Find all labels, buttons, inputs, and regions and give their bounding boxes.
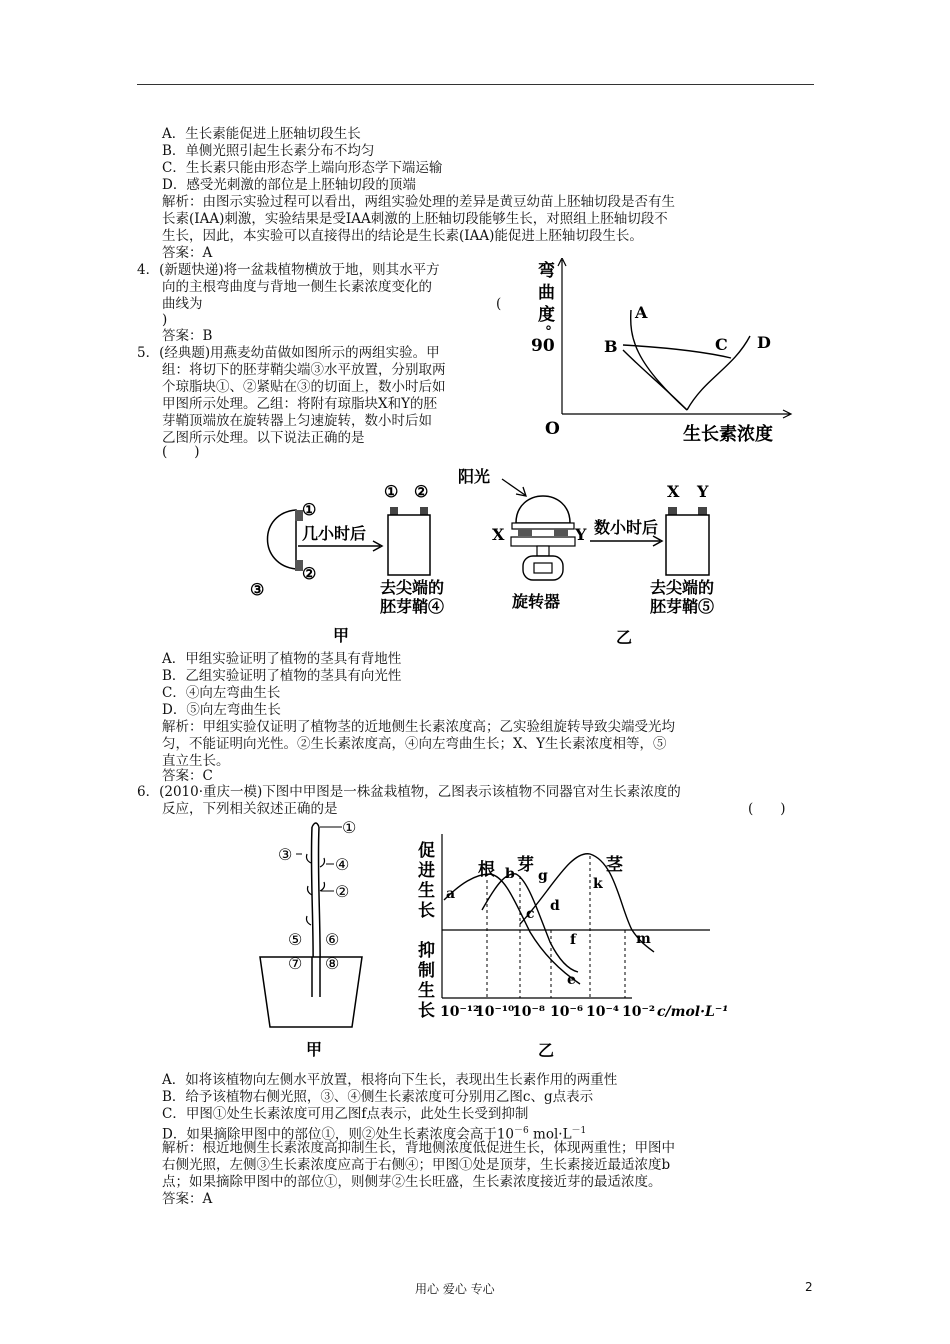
q6-plant-label: ④ [335, 855, 350, 874]
q6-option-c: C．甲图①处生长素浓度可用乙图f点表示，此处生长受到抑制 [162, 1106, 529, 1122]
q5-paren: ( ) [162, 444, 200, 460]
q4-curve-b [623, 350, 687, 410]
q6-y-top-char: 长 [418, 901, 435, 921]
q6-option-a: A．如将该植物向左侧水平放置，根将向下生长，表现出生长素作用的两重性 [162, 1072, 618, 1088]
q6-x-unit: c/mol·L⁻¹ [657, 1004, 729, 1020]
q5-coleoptile-tip [268, 510, 297, 569]
q6-analysis-line: 解析：根近地侧生长素浓度高抑制生长，背地侧浓度低促进生长，体现两重性；甲图中 [162, 1140, 675, 1156]
q6-plant-label: ① [342, 818, 357, 837]
q3-option-c: C．生长素只能由形态学上端向形态学下端运输 [162, 160, 443, 176]
q5-label: ① [384, 482, 399, 501]
q5-agar-y [554, 529, 568, 536]
q5-arrow-text: 几小时后 [302, 524, 367, 543]
q6-plant-figure [250, 815, 380, 1060]
q5-stem-line: 个琼脂块①、②紧贴在③的切面上，数小时后如 [162, 379, 446, 395]
q6-root-curve [444, 874, 580, 984]
q6-caption-jia: 甲 [306, 1040, 323, 1059]
q5-stem-line: 甲图所示处理。乙组：将附有琼脂块X和Y的胚 [162, 396, 438, 412]
q6-lateral-bud [307, 916, 312, 925]
q3-option-a: A．生长素能促进上胚轴切段生长 [162, 126, 361, 142]
q6-analysis-line: 右侧光照，左侧③生长素浓度应高于右侧④；甲图①处是顶芽，生长素接近最适浓度b [162, 1157, 671, 1173]
q4-curve-label: D [757, 333, 771, 352]
q6-y-bottom-char: 制 [418, 961, 435, 981]
q5-option-d: D．⑤向左弯曲生长 [162, 702, 281, 718]
q4-y-label-char: ° [545, 324, 552, 340]
q5-label: ② [302, 564, 317, 583]
q6-flower-pot [260, 957, 362, 1027]
q5-option-a: A．甲组实验证明了植物的茎具有背地性 [162, 651, 402, 667]
q4-stem-line: 曲线为 [162, 296, 203, 312]
q5-stem-line: 5．(经典题)用燕麦幼苗做如图所示的两组实验。甲 [137, 345, 440, 361]
q6-point-label: c [526, 906, 535, 922]
q4-curve-label: A [635, 303, 648, 322]
q5-arrow-text: 数小时后 [594, 518, 659, 537]
q4-stem-line: 4．(新题快递)将一盆栽植物横放于地，则其水平方 [137, 262, 440, 278]
q6-y-bottom-char: 长 [418, 1001, 435, 1021]
q6-point-label: g [538, 868, 548, 884]
q6-x-tick: 10⁻⁴ [586, 1004, 620, 1020]
q3-analysis-line: 生长，因此，本实验可以直接得出的结论是生长素(IAA)能促进上胚轴切段生长。 [162, 228, 643, 244]
q6-x-tick: 10⁻² [622, 1004, 656, 1020]
q6-y-top-char: 促 [418, 841, 435, 861]
q3-analysis-line: 长素(IAA)刺激，实验结果是受IAA刺激的上胚轴切段能够生长，对照组上胚轴切段不 [162, 211, 668, 227]
q6-answer: 答案：A [162, 1191, 213, 1207]
q4-answer: 答案：B [162, 328, 213, 344]
q6-terminal-bud [312, 823, 319, 827]
q5-label: ① [302, 500, 317, 519]
footer-center: 用心 爱心 专心 [415, 1282, 495, 1296]
q5-agar-on-stem [390, 507, 398, 515]
q6-plant-label: ③ [278, 845, 293, 864]
q5-sun-label: 阳光 [458, 467, 491, 486]
q5-caption-yi: 乙 [616, 628, 633, 645]
q6-plant-label: ⑧ [325, 954, 340, 973]
q6-option-d-unit: mol·L [528, 1126, 572, 1143]
q5-rotator-plate [512, 523, 574, 529]
q5-agar-on-stem [668, 507, 677, 515]
q5-analysis-line: 解析：甲组实验仅证明了植物茎的近地侧生长素浓度高；乙实验组旋转导致尖端受光均 [162, 719, 675, 735]
q3-option-d: D．感受光刺激的部位是上胚轴切段的顶端 [162, 177, 416, 193]
q5-stem-line: 乙图所示处理。以下说法正确的是 [162, 430, 365, 446]
q4-curve-label: B [604, 337, 618, 356]
q5-box-label: 胚芽鞘⑤ [650, 597, 715, 616]
q6-y-bottom-char: 抑 [418, 941, 435, 961]
q5-stem-line: 组：将切下的胚芽鞘尖端③水平放置，分别取两 [162, 362, 446, 378]
q6-stem-line: 反应，下列相关叙述正确的是 [162, 801, 338, 817]
q6-plant-label: ⑦ [288, 954, 303, 973]
q6-x-tick: 10⁻¹⁰ [475, 1004, 515, 1020]
q6-organ-label: 芽 [517, 855, 534, 875]
q5-analysis-line: 匀，不能证明向光性。②生长素浓度高，④向左弯曲生长；X、Y生长素浓度相等，⑤ [162, 736, 667, 752]
q5-rotator-shaft [537, 546, 549, 556]
q5-tip-group [268, 510, 304, 571]
q6-point-label: b [505, 866, 515, 882]
q6-y-bottom-char: 生 [418, 981, 435, 1001]
q6-option-b: B．给予该植物右侧光照，③、④侧生长素浓度可分别用乙图c、g点表示 [162, 1089, 594, 1105]
q6-auxin-response-graph [410, 832, 730, 1060]
q5-rotator-base [511, 537, 575, 546]
q6-x-tick: 10⁻¹² [440, 1004, 480, 1020]
q6-option-d-exponent: －6 [514, 1126, 529, 1136]
q4-x-label: 生长素浓度 [683, 424, 773, 445]
q6-lateral-bud [307, 854, 312, 863]
q5-option-c: C．④向左弯曲生长 [162, 685, 281, 701]
q4-stem-line: 向的主根弯曲度与背地一侧生长素浓度变化的 [162, 279, 432, 295]
q6-point-label: m [636, 931, 651, 947]
q6-point-label: f [570, 932, 577, 948]
q6-point-label: k [593, 876, 603, 892]
q6-y-top-char: 生 [418, 881, 435, 901]
q4-y-tick: 90 [531, 336, 555, 356]
footer-page-number: 2 [805, 1280, 813, 1294]
q6-point-label: a [446, 886, 456, 902]
q5-agar-on-stem [698, 507, 707, 515]
q5-caption-jia: 甲 [333, 626, 350, 645]
q6-plant-label: ⑥ [325, 930, 340, 949]
q6-option-d-text: D．如果摘除甲图中的部位①，则②处生长素浓度会高于10 [162, 1126, 515, 1143]
q5-box-label: 胚芽鞘④ [380, 597, 445, 616]
q5-analysis-line: 直立生长。 [162, 753, 230, 769]
q5-label: X [667, 482, 680, 501]
q6-organ-label: 茎 [606, 855, 623, 875]
q4-bending-curve-figure [525, 258, 800, 448]
q6-analysis-line: 点；如果摘除甲图中的部位①，则侧芽②生长旺盛，生长素浓度接近芽的最适浓度。 [162, 1174, 662, 1190]
q4-paren-close: ) [162, 312, 168, 328]
q5-label: Y [697, 482, 709, 501]
q5-agar-on-stem [420, 507, 428, 515]
q6-plant-label: ⑤ [288, 930, 303, 949]
q6-stem-line: 6．(2010·重庆一模)下图中甲图是一株盆栽植物，乙图表示该植物不同器官对生长素浓度的 [137, 784, 681, 800]
header-rule [137, 84, 814, 85]
q6-bud-curve [482, 874, 578, 972]
q3-analysis-line: 解析：由图示实验过程可以看出，两组实验处理的差异是黄豆幼苗上胚轴切段是否有生 [162, 194, 675, 210]
q4-y-label-char: 弯 [538, 261, 555, 281]
q5-answer: 答案：C [162, 768, 213, 784]
q5-experiment-figure [240, 465, 740, 645]
q6-lateral-bud [320, 882, 325, 891]
q6-x-tick: 10⁻⁶ [550, 1004, 584, 1020]
q4-y-label-char: 曲 [538, 283, 555, 303]
q5-box-label: 去尖端的 [380, 578, 445, 597]
q5-option-b: B．乙组实验证明了植物的茎具有向光性 [162, 668, 402, 684]
q5-label-y: Y [575, 525, 587, 544]
q3-answer: 答案：A [162, 245, 213, 261]
q6-y-top-char: 进 [418, 861, 435, 881]
q6-point-label: e [567, 972, 576, 988]
q5-decapitated-coleoptile-4 [388, 515, 430, 575]
q5-label-x: X [492, 525, 505, 544]
q5-rotator-core [534, 563, 552, 573]
q6-caption-yi: 乙 [538, 1041, 555, 1060]
q6-option-d-unit-exponent: －1 [571, 1126, 587, 1136]
q4-y-label-char: 度 [538, 305, 555, 325]
q5-rotating-tip [516, 496, 570, 523]
q6-point-label: d [550, 898, 560, 914]
q6-x-tick: 10⁻⁸ [512, 1004, 546, 1020]
q5-rotator-label: 旋转器 [512, 592, 561, 611]
q5-sun-arrow [502, 479, 525, 495]
q5-box-label: 去尖端的 [650, 578, 715, 597]
q6-lateral-bud [320, 858, 325, 867]
q5-stem-line: 芽鞘顶端放在旋转器上匀速旋转，数小时后如 [162, 413, 432, 429]
q4-paren-open: ( [496, 296, 502, 312]
q5-label: ③ [250, 580, 265, 599]
q6-organ-label: 根 [478, 860, 495, 880]
q6-plant-label: ② [335, 882, 350, 901]
q5-agar-x [518, 529, 532, 536]
q5-label: ② [414, 482, 429, 501]
q3-option-b: B．单侧光照引起生长素分布不均匀 [162, 143, 375, 159]
q6-paren: ( ) [748, 801, 786, 817]
q5-decapitated-coleoptile-5 [666, 515, 709, 575]
q4-curve-label: C [715, 335, 728, 354]
q4-curve-a [631, 310, 687, 410]
q4-origin: O [545, 419, 560, 439]
